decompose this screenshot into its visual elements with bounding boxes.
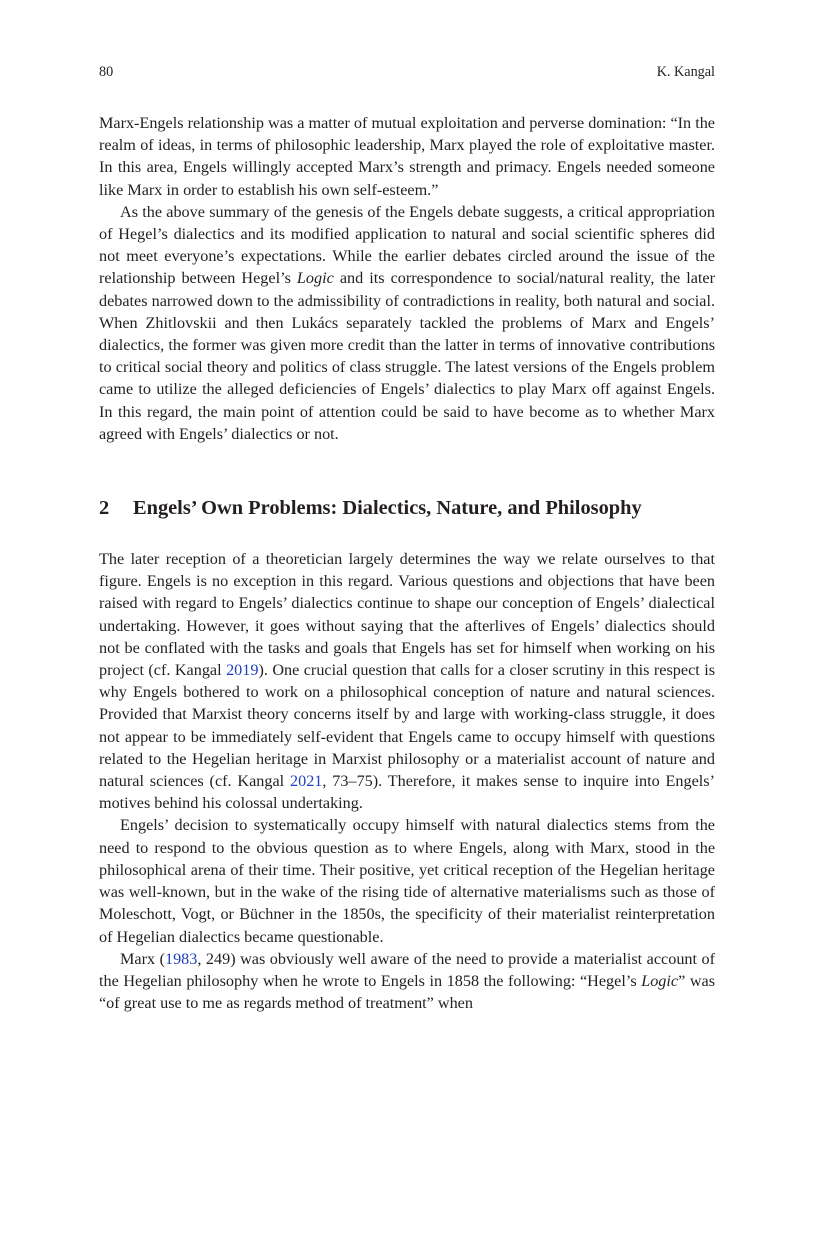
logic-title-quote: Logic — [641, 971, 679, 990]
paragraph-1: Marx-Engels relationship was a matter of mutual exploitation and perverse domination: “In the realm of ideas, in terms of philosophic leadership, Marx played the role of exploitative master. In this area, Engels willingly accepted Marx’s strength and primacy. Engels needed someone like Marx in order to establish his own self-esteem.” — [99, 114, 715, 199]
citation-link-2021[interactable]: 2021 — [290, 772, 323, 791]
page — [99, 62, 715, 1014]
section-number: 2 — [99, 497, 110, 520]
running-head — [99, 62, 715, 82]
page-number: 80 — [99, 64, 114, 80]
paragraph-2-part-a: As the above summary of the genesis of the Engels debate suggests, a critical appropriation of Hegel’s dialectics and its modified application to natural and social scientific spheres did not meet everyone’s expectations. While the earlier debates circled around the issue of the relationship between Hegel’s — [99, 202, 715, 288]
paragraph-2-part-b: and its correspondence to social/natural reality, the later debates narrowed down to the admissibility of contradictions in reality, both natural and social. When Zhitlovskii and then Lukács separately tackled the problems of Marx and Engels’ dialectics, the former was given more credit than the latter in terms of innovative contributions to critical social theory and politics of class struggle. The latest versions of the Engels problem came to utilize the alleged deficiencies of Engels’ dialectics to play Marx off against Engels. In this regard, the main point of attention could be said to have become as to whether Marx agreed with Engels’ dialectics or not. — [99, 269, 715, 443]
section-title: Engels’ Own Problems: Dialectics, Nature, and Philosophy — [133, 497, 642, 520]
paragraph-5 — [99, 948, 715, 1015]
paragraph-3 — [99, 548, 715, 814]
paragraph-3-part-c: , 73–75). Therefore, it makes sense to inquire into Engels’ motives behind his colossal undertaking. — [99, 772, 715, 813]
paragraph-2 — [99, 201, 715, 445]
logic-title: Logic — [296, 269, 334, 288]
paragraph-5-part-a: Marx ( — [120, 949, 165, 968]
paragraph-5-part-c: ” was “of great use to me as regards method of treatment” when — [99, 971, 716, 1013]
paragraph-3-part-b: ). One crucial question that calls for a closer scrutiny in this respect is why Engels bothered to work on a philosophical conception of nature and natural sciences. Provided that Marxist theory concerns itself by and large with working-class struggle, it does not appear to be immediately self-evident that Engels came to occupy himself with questions related to the Hegelian heritage in Marxist philosophy or a materialist account of nature and natural sciences (cf. Kangal — [99, 661, 715, 791]
citation-link-2019[interactable]: 2019 — [226, 661, 259, 680]
citation-link-1983[interactable]: 1983 — [164, 949, 198, 968]
running-author: K. Kangal — [656, 64, 715, 80]
paragraph-4: Engels’ decision to systematically occupy himself with natural dialectics stems from the need to respond to the obvious question as to where Engels, along with Marx, stood in the philosophical arena of their time. Their positive, yet critical reception of the Hegelian heritage was well-known, but in the wake of the rising tide of alternative materialisms such as those of Moleschott, Vogt, or Büchner in the 1850s, the specificity of their materialist reinterpretation of Hegelian dialectics became questionable. — [99, 816, 715, 946]
paragraph-5-part-b: , 249) was obviously well aware of the need to provide a materialist account of the Hegelian philosophy when he wrote to Engels in 1858 the following: “Hegel’s — [99, 949, 715, 990]
paragraph-3-part-a: The later reception of a theoretician largely determines the way we relate ourselves to that figure. Engels is no exception in this regard. Various questions and objections that have been raised with regard to Engels’ dialectics continue to shape our conception of Engels’ dialectical undertaking. However, it goes without saying that the afterlives of Engels’ dialectics should not be conflated with the tasks and goals that Engels has set for himself when working on his project (cf. Kangal — [99, 550, 715, 680]
section-heading — [99, 494, 715, 522]
